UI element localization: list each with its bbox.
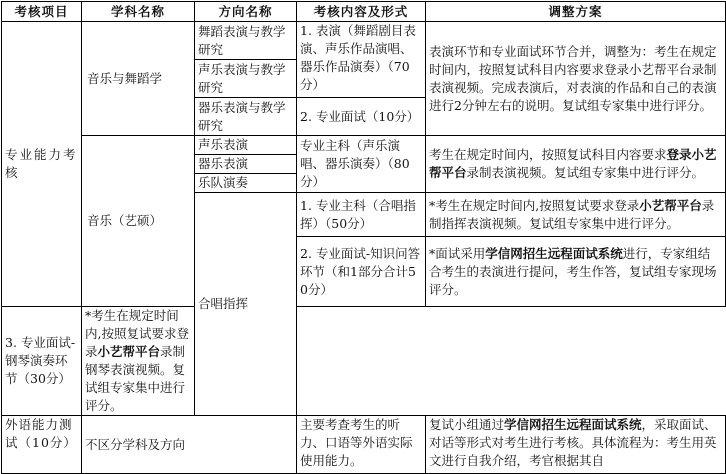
header-content: 考核内容及形式	[297, 2, 426, 22]
plan-major: 考生在规定时间内，按照复试科目内容要求登录小艺帮平台录制表演视频。复试组专家集中进行评分。	[426, 136, 726, 193]
plan-md: 表演环节和专业面试环节合并，调整为：考生在规定时间内，按照复试科目内容要求登录小艺帮平台录制表演视频。完成表演后，对表演的作品和自己的表演进行2分钟左右的说明。复试组专家集中进行评分。	[426, 22, 726, 136]
table-row	[2, 136, 726, 155]
app-name-xiaoyibang: 登录小艺帮平台	[429, 147, 717, 180]
table-row	[2, 22, 726, 60]
content-foreign: 主要考查考生的听力、口语等外语实际使用能力。	[297, 416, 426, 474]
subject-music-dance: 音乐与舞蹈学	[82, 22, 195, 136]
content-md-1: 1. 表演（舞蹈剧目表演、声乐作品演唱、器乐作品演奏）（70分）	[297, 22, 426, 98]
dir-instr-teach: 器乐表演与教学研究	[195, 98, 297, 136]
table-row	[2, 416, 726, 474]
dir-vocal: 声乐表演	[195, 136, 297, 155]
header-direction: 方向名称	[195, 2, 297, 22]
dir-dance: 舞蹈表演与教学研究	[195, 22, 297, 60]
subject-music-mfa: 音乐（艺硕）	[82, 136, 195, 307]
plan-choral-3: *考生在规定时间内,按照复试要求登录小艺帮平台录制钢琴表演视频。复试组专家集中进行评分。	[82, 307, 195, 416]
plan-choral-1: *考生在规定时间内,按照复试要求登录小艺帮平台录制指挥表演视频。复试组专家集中进行评分。	[426, 193, 726, 237]
content-major: 专业主科（声乐演唱、器乐演奏）（80分）	[297, 136, 426, 193]
plan-foreign: 复试小组通过学信网招生远程面试系统，采取面试、对话等形式对考生进行考核。具体流程为：考生用英文进行自我介绍，考官根据其自	[426, 416, 726, 474]
subject-all: 不区分学科及方向	[82, 416, 297, 474]
header-subject: 学科名称	[82, 2, 195, 22]
dir-band: 乐队演奏	[195, 174, 297, 193]
table-row	[2, 307, 726, 416]
header-item: 考核项目	[2, 2, 82, 22]
dir-vocal-teach: 声乐表演与教学研究	[195, 60, 297, 98]
adjustment-table	[1, 1, 726, 474]
content-ch-2: 2. 专业面试-知识问答环节（和1部分合计50分）	[297, 237, 426, 307]
item-professional: 专业能力考核	[2, 22, 82, 307]
item-foreign: 外语能力测试（10分）	[2, 416, 82, 474]
header-plan: 调整方案	[426, 2, 726, 22]
content-ch-3: 3. 专业面试-钢琴演奏环节（30分）	[2, 307, 82, 416]
dir-choral: 合唱指挥	[195, 193, 297, 416]
content-ch-1: 1. 专业主科（合唱指挥）（50分）	[297, 193, 426, 237]
header-row	[2, 2, 726, 22]
plan-choral-2: *面试采用学信网招生远程面试系统进行，专家组结合考生的表演进行提问，考生作答，复试组专家现场评分。	[426, 237, 726, 307]
dir-instr: 器乐表演	[195, 155, 297, 174]
content-md-2: 2. 专业面试（10分）	[297, 98, 426, 136]
